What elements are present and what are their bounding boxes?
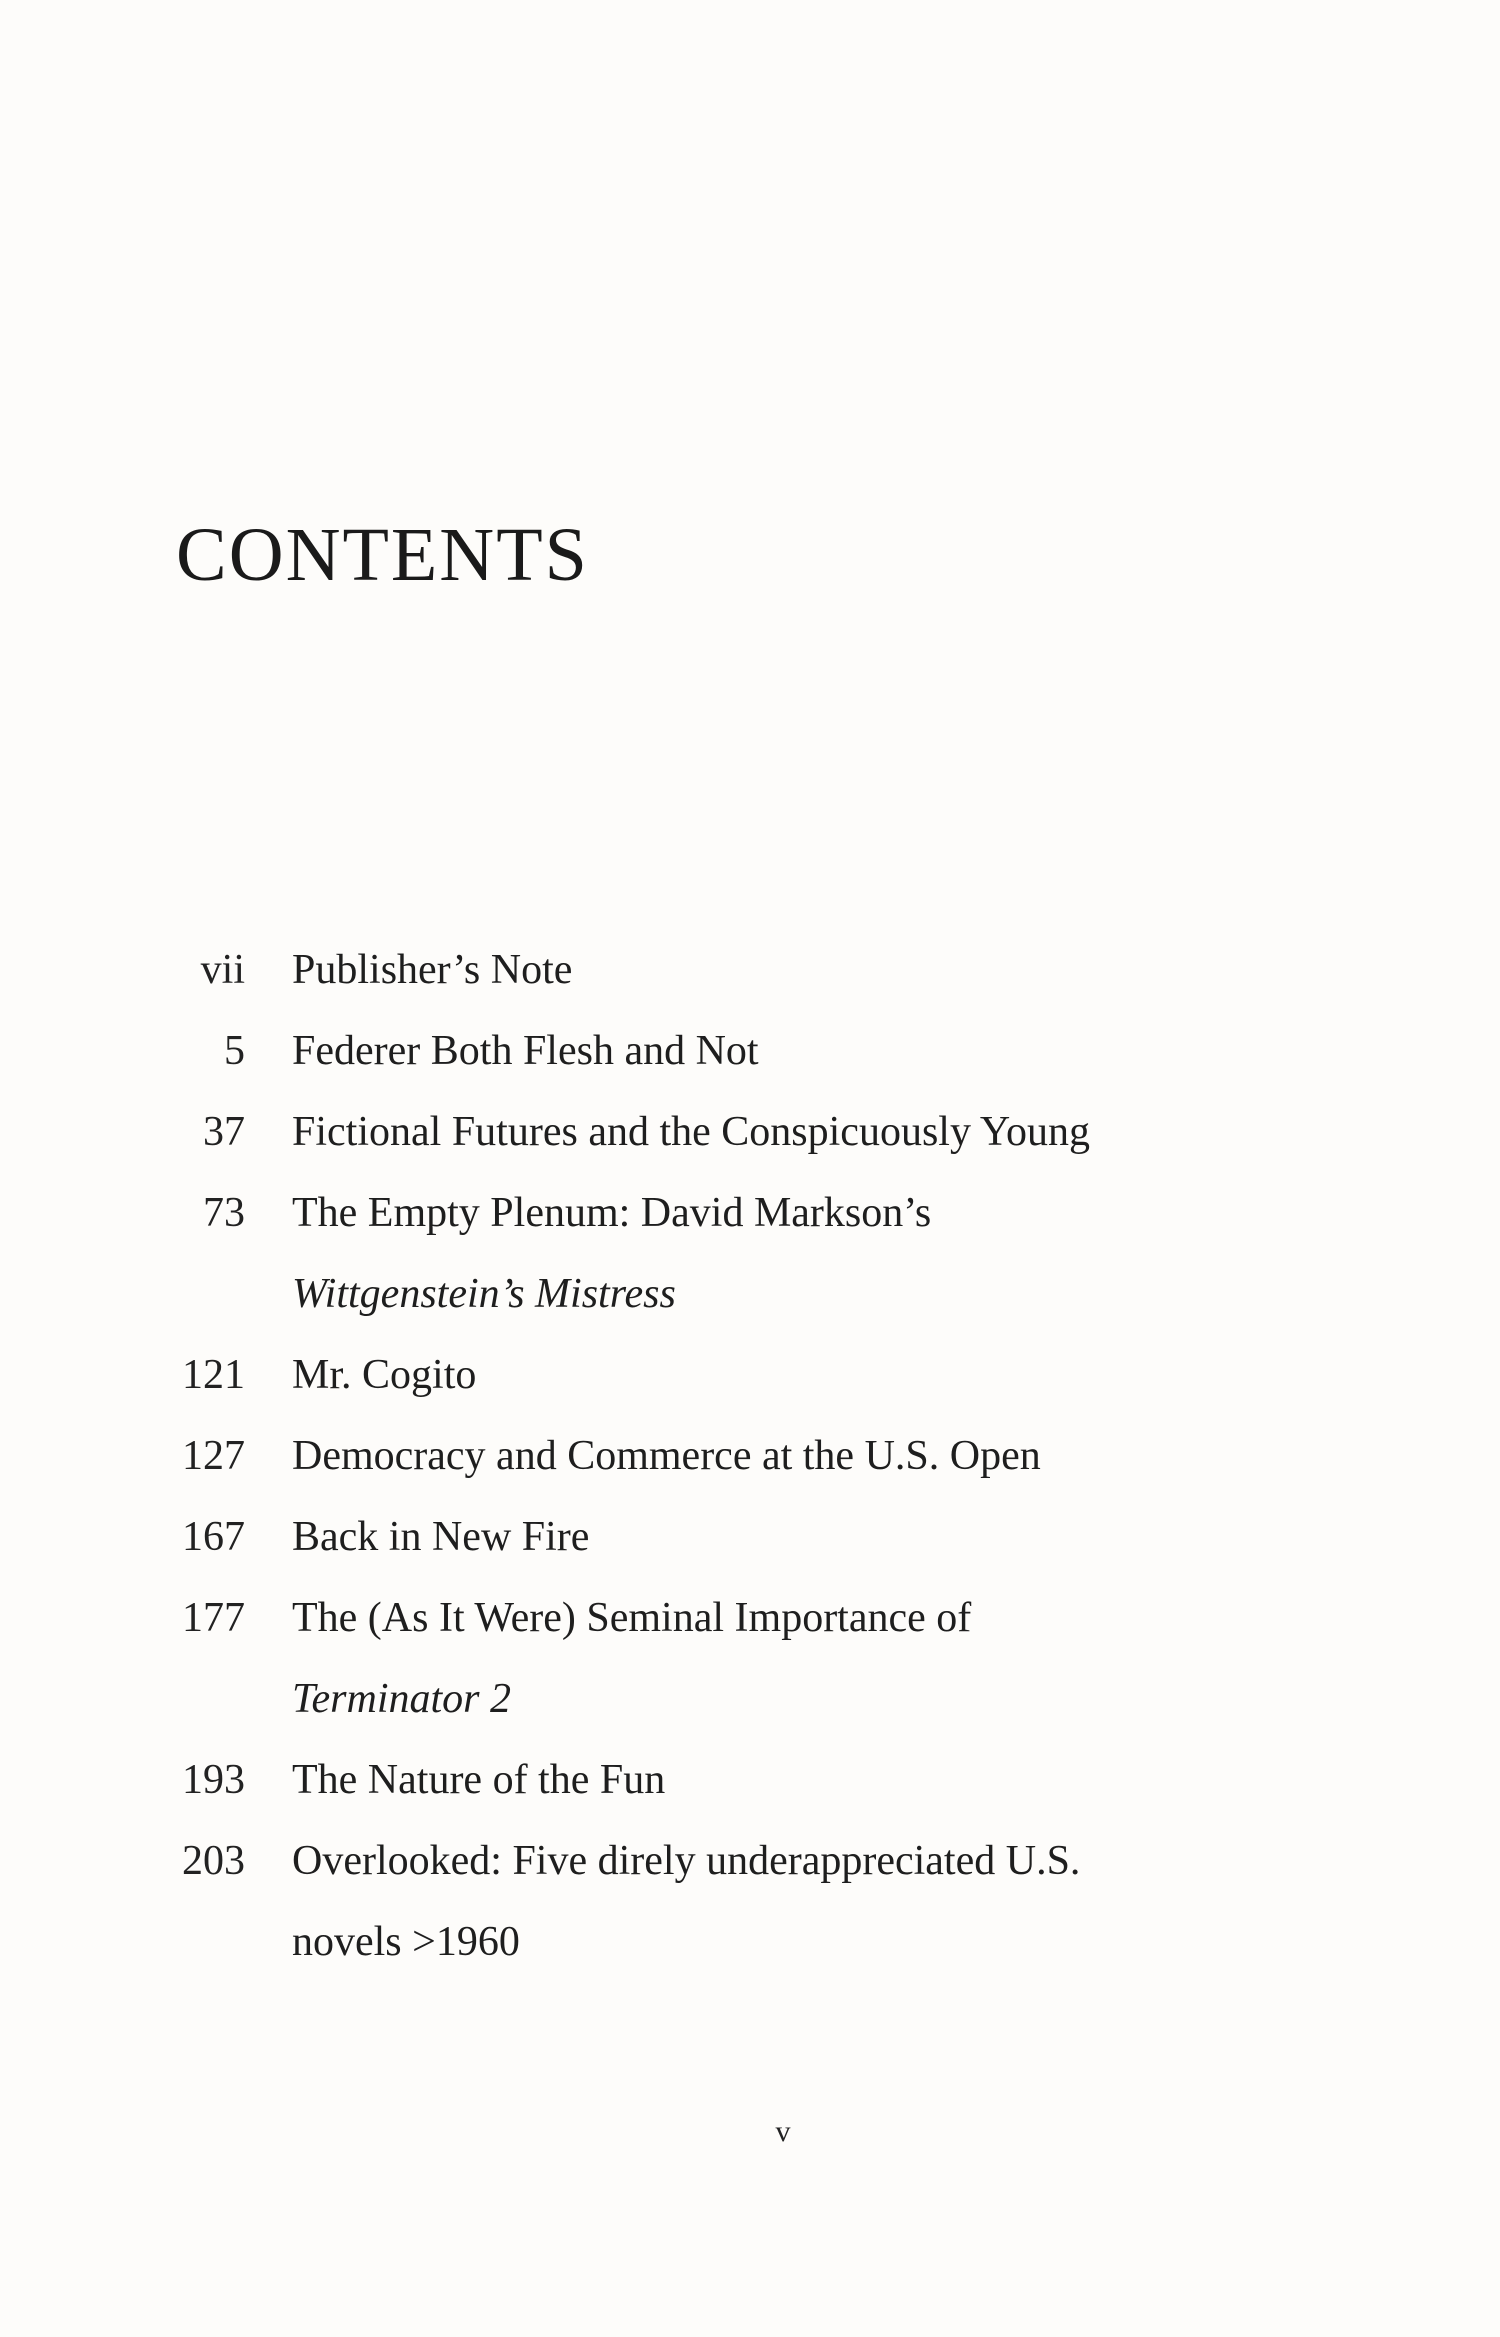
toc-entry-title-continuation: novels >1960 — [292, 1919, 520, 1965]
toc-page-number: vii — [200, 947, 245, 993]
toc-page-number: 73 — [203, 1190, 245, 1236]
toc-entry-title-continuation: Terminator 2 — [292, 1676, 512, 1722]
toc-entry — [0, 1831, 1500, 1993]
toc-entry-title: Fictional Futures and the Conspicuously Young — [292, 1109, 1091, 1155]
toc-entry — [0, 1102, 1500, 1183]
toc-entry — [0, 1750, 1500, 1831]
toc-entry — [0, 1426, 1500, 1507]
toc-entry — [0, 1345, 1500, 1426]
toc-entry-title: Mr. Cogito — [292, 1352, 477, 1398]
toc-entry-title: Federer Both Flesh and Not — [292, 1028, 759, 1074]
toc-entry-title: Publisher’s Note — [292, 947, 573, 993]
page-number: v — [775, 2115, 791, 2148]
toc-page-number: 203 — [182, 1838, 245, 1884]
toc-page-number: 5 — [224, 1028, 245, 1074]
toc-entry — [0, 1183, 1500, 1345]
toc-entry — [0, 1021, 1500, 1102]
toc-entry — [0, 940, 1500, 1021]
toc-page-number: 121 — [182, 1352, 245, 1398]
toc-entry — [0, 1588, 1500, 1750]
toc-entry — [0, 1507, 1500, 1588]
toc-entry-title: Overlooked: Five direly underappreciated U.S. — [292, 1838, 1081, 1884]
table-of-contents — [0, 940, 1500, 1993]
toc-page-number: 167 — [182, 1514, 245, 1560]
toc-entry-title: The Nature of the Fun — [292, 1757, 666, 1803]
toc-entry-title-continuation: Wittgenstein’s Mistress — [292, 1271, 676, 1317]
toc-page-number: 177 — [182, 1595, 245, 1641]
toc-page-number: 193 — [182, 1757, 245, 1803]
toc-entry-title: The Empty Plenum: David Markson’s — [292, 1190, 932, 1236]
toc-entry-title: The (As It Were) Seminal Importance of — [292, 1595, 972, 1641]
page-title: CONTENTS — [176, 513, 589, 597]
toc-page-number: 37 — [203, 1109, 245, 1155]
toc-entry-title: Democracy and Commerce at the U.S. Open — [292, 1433, 1041, 1479]
toc-page-number: 127 — [182, 1433, 245, 1479]
toc-entry-title: Back in New Fire — [292, 1514, 590, 1560]
